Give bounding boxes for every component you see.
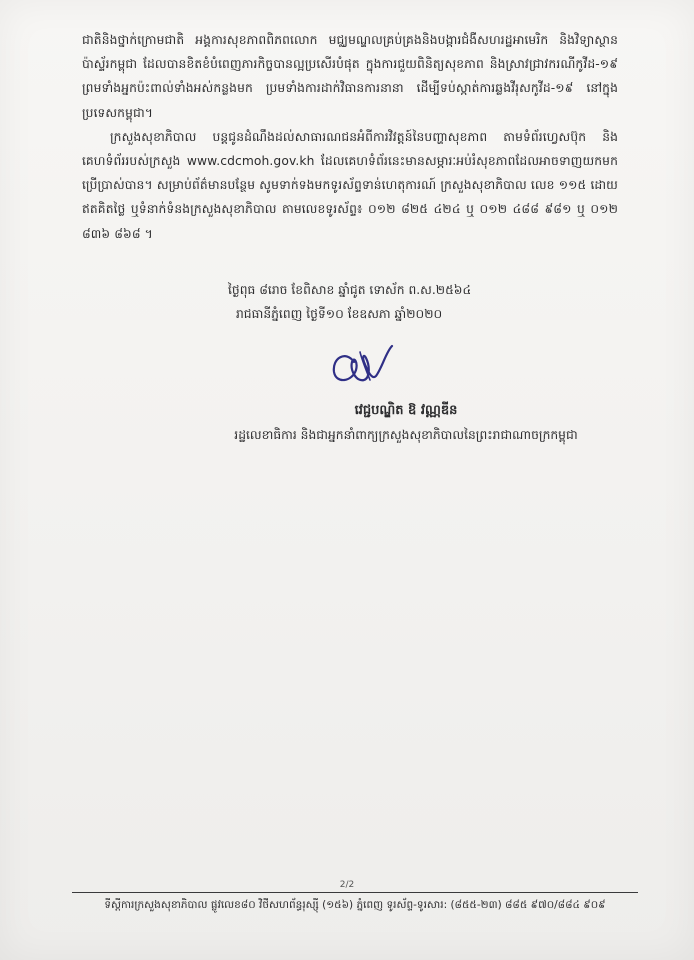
- signer-title: រដ្ឋលេខាធិការ និងជាអ្នកនាំពាក្យក្រសួងសុខាភិបាលនៃព្រះរាជាណាចក្រកម្ពុជា: [234, 428, 578, 442]
- solar-date: រាជធានីភ្នំពេញ ថ្ងៃទី១០ ខែឧសភា ឆ្នាំ២០២០: [236, 307, 443, 321]
- signer-name: វេជ្ជបណ្ឌិត ឱ វណ្ណឌីន: [354, 403, 458, 418]
- paragraph-1: ជាតិនិងថ្នាក់ក្រោមជាតិ អង្គការសុខភាពពិភពលោក មជ្ឈមណ្ឌលគ្រប់គ្រងនិងបង្ការជំងឺសហរដ្ឋអាមេរិក និងវិទ្យាស្ថានប៉ាស្ទ័រកម្ពុជា ដែលបានខិតខំបំពេញភារកិច្ចបានល្អប្រសើរបំផុត ក្នុងការជួយពិនិត្យសុខភាព និងស្រាវជ្រាវករណីកូវីដ-១៩ ព្រមទាំងអ្នកប៉ះពាល់ទាំងអស់កន្លងមក ប្រមទាំងការដាក់វិធានការនានា ដើម្បីទប់ស្កាត់ការឆ្លងវីរុសកូវីដ-១៩ នៅក្នុងប្រទេសកម្ពុជា។: [82, 33, 618, 120]
- lunar-date: ថ្ងៃពុធ ៨រោច ខែពិសាខ ឆ្នាំជូត ទោស័ក ព.ស.២៥៦៤: [228, 283, 472, 297]
- paragraph-2: ក្រសួងសុខាភិបាល បន្តជូនដំណឹងដល់សាធារណជនអំពីការវិវត្តន៍នៃបញ្ហាសុខភាព តាមទំព័រហ្វេសប៊ុក និងគេហទំព័ររបស់ក្រសួង www.cdcmoh.gov.kh ដែលគេហទំព័រនេះមានសម្ភារៈអប់រំសុខភាពដែលអាចទាញយកមកប្រើប្រាស់បាន។ សម្រាប់ព័ត៌មានបន្ថែម សូមទាក់ទងមកទូរស័ព្ទទាន់ហេតុការណ៍ ក្រសួងសុខាភិបាល លេខ ១១៥ ដោយឥតគិតថ្លៃ ឬទំនាក់ទំនងក្រសួងសុខាភិបាល តាមលេខទូរស័ព្ទ៖ ០១២ ៨២៥ ៤២៤ ឬ ០១២ ៤៨៨ ៩៨១ ឬ ០១២ ៨៣៦ ៨៦៨ ។: [82, 129, 618, 241]
- footer-address: ទីស្តីការក្រសួងសុខាភិបាល ផ្លូវលេខ៨០ វិថីសហព័ន្ធរុស្ស៊ី (១៥៦) ភ្នំពេញ ទូរស័ព្ទ-ទូរសារ: (៨៥៥-២៣) ៨៨៥ ៩៧០/៨៨៤ ៩០៩: [104, 899, 606, 911]
- page-number: 2/2: [339, 880, 355, 890]
- letter-body: [82, 28, 618, 246]
- date-block: [200, 278, 620, 326]
- signature-image: [326, 340, 406, 390]
- footer-divider: [72, 892, 638, 893]
